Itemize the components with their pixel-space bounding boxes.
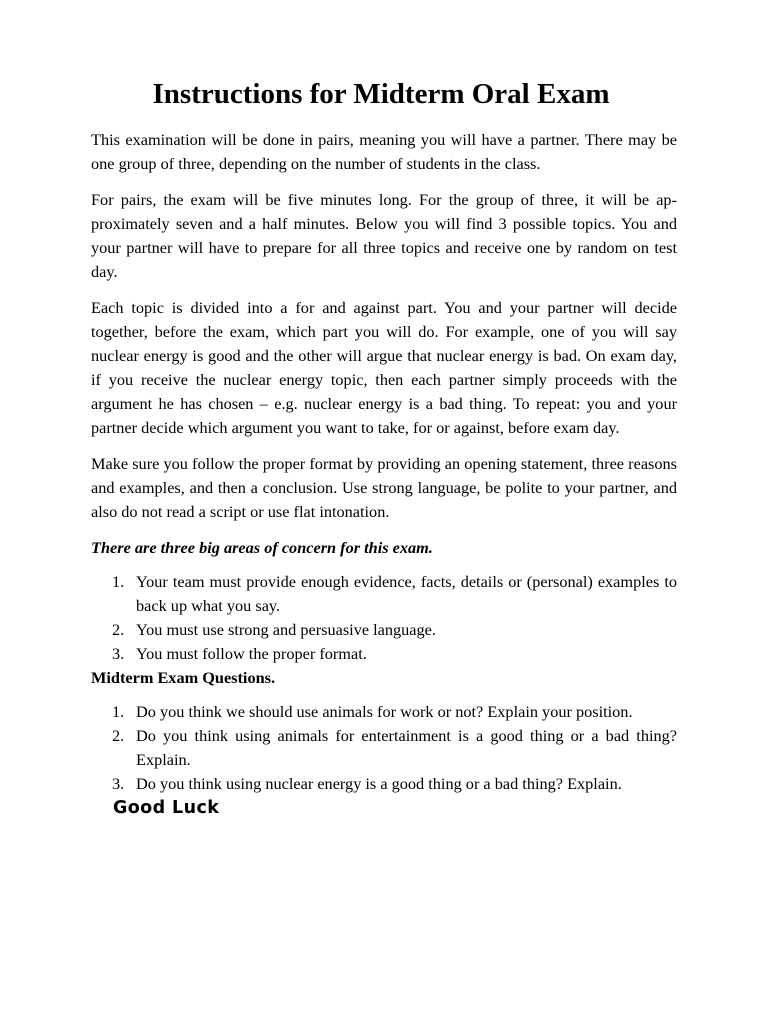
page-title: Instructions for Midterm Oral Exam (152, 78, 610, 110)
list-item-text: Do you think using animals for entertainment is a good thing or a bad thing? Explain. (136, 726, 677, 769)
list-item (91, 642, 677, 666)
questions-list (91, 700, 677, 796)
list-item (91, 618, 677, 642)
list-number: 2. (112, 620, 125, 639)
paragraph-duration: For pairs, the exam will be five minutes long. For the group of three, it will be approximately seven and a half minutes. Below you will find 3 possible topics. You and your partner will have to prepare for all three topics and receive one by random on test day. (91, 190, 677, 281)
list-item-text: Your team must provide enough evidence, facts, details or (personal) examples to back up what you say. (136, 572, 677, 615)
document-page (91, 74, 677, 820)
questions-heading: Midterm Exam Questions. (91, 668, 276, 687)
list-item (91, 772, 677, 796)
list-item-text: You must follow the proper format. (136, 644, 367, 663)
list-number: 3. (112, 644, 125, 663)
closing-text: Good Luck (113, 798, 220, 818)
paragraph-format: Make sure you follow the proper format by providing an opening statement, three reasons and examples, and then a conclusion. Use strong language, be polite to your partner, and also do not read a script or use flat intonation. (91, 454, 677, 521)
list-number: 2. (112, 726, 125, 745)
list-number: 3. (112, 774, 125, 793)
list-item (91, 724, 677, 772)
list-number: 1. (112, 702, 125, 721)
paragraph-pairs: This examination will be done in pairs, meaning you will have a partner. There may be one group of three, depending on the number of students in the class. (91, 130, 677, 173)
concern-list (91, 570, 677, 666)
list-item-text: Do you think we should use animals for work or not? Explain your position. (136, 702, 633, 721)
list-item-text: Do you think using nuclear energy is a good thing or a bad thing? Explain. (136, 774, 622, 793)
list-item (91, 570, 677, 618)
list-number: 1. (112, 572, 125, 591)
list-item (91, 700, 677, 724)
concern-heading: There are three big areas of concern for this exam. (91, 538, 433, 557)
list-item-text: You must use strong and persuasive language. (136, 620, 436, 639)
paragraph-topics: Each topic is divided into a for and against part. You and your partner will decide together, before the exam, which part you will do. For example, one of you will say nuclear energy is good and the other will argue that nuclear energy is bad. On exam day, if you receive the nuclear energy topic, then each partner simply proceeds with the argument he has chosen – e.g. nuclear energy is a bad thing. To repeat: you and your partner decide which argument you want to take, for or against, before exam day. (91, 298, 677, 437)
